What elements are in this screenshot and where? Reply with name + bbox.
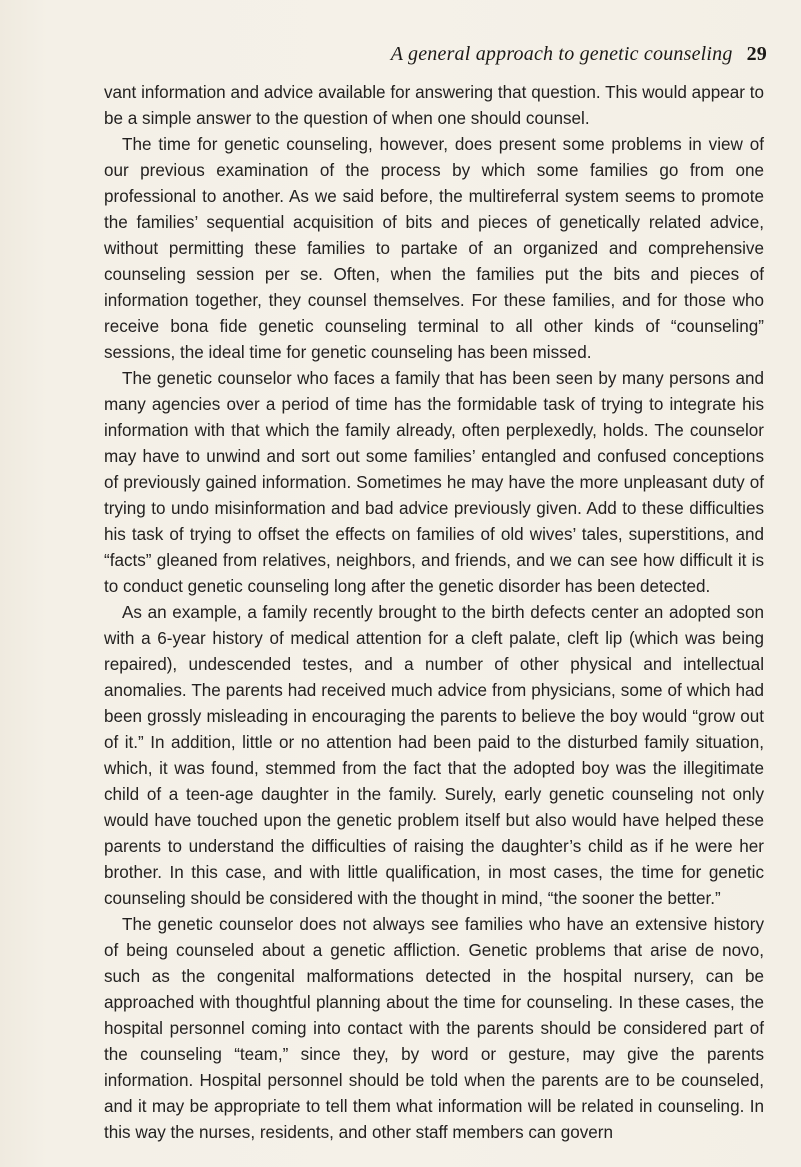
running-head: [391, 43, 767, 66]
running-head-title: A general approach to genetic counseling: [390, 43, 733, 65]
paragraph-example: As an example, a family recently brought to the birth defects center an adopted son with a 6-year history of medical attention for a cleft palate, cleft lip (which was being repaired), undescended testes, and a number of other physical and intellectual anomalies. The parents had received much advice from physicians, some of which had been grossly misleading in encouraging the parents to believe the boy would “grow out of it.” In addition, little or no attention had been paid to the disturbed family situation, which, it was found, stemmed from the fact that the adopted boy was the illegitimate child of a teen-age daughter in the family. Surely, early genetic counseling not only would have touched upon the genetic problem itself but also would have helped these parents to understand the difficulties of raising the daughter’s child as if he were her brother. In this case, and with little qualification, in most cases, the time for genetic counseling should be considered with the thought in mind, “the sooner the better.”: [104, 603, 764, 908]
paragraph-time-for-counseling: The time for genetic counseling, however, does present some problems in view of our previous examination of the process by which some families go from one professional to another. As we said before, the multireferral system seems to promote the families’ sequential acquisition of bits and pieces of genetically related advice, without permitting these families to partake of an organized and comprehensive counseling session per se. Often, when the families put the bits and pieces of information together, they counsel themselves. For these families, and for those who receive bona fide genetic counseling terminal to all other kinds of “counseling” sessions, the ideal time for genetic counseling has been missed.: [104, 135, 764, 362]
paragraph-counselor-task: The genetic counselor who faces a family that has been seen by many persons and many agencies over a period of time has the formidable task of trying to integrate his information with that which the family already, often perplexedly, holds. The counselor may have to unwind and sort out some families’ entangled and confused conceptions of previously gained information. Sometimes he may have the more unpleasant duty of trying to undo misinformation and bad advice previously given. Add to these difficulties his task of trying to offset the effects on families of old wives’ tales, superstitions, and “facts” gleaned from relatives, neighbors, and friends, and we can see how difficult it is to conduct genetic counseling long after the genetic disorder has been detected.: [104, 369, 764, 596]
paragraph-continued: vant information and advice available for answering that question. This would appear to be a simple answer to the question of when one should counsel.: [104, 83, 764, 128]
paragraph-de-novo: The genetic counselor does not always see families who have an extensive history of being counseled about a genetic affliction. Genetic problems that arise de novo, such as the congenital malformations detected in the hospital nursery, can be approached with thoughtful planning about the time for counseling. In these cases, the hospital personnel coming into contact with the parents should be considered part of the counseling “team,” since they, by word or gesture, may give the parents information. Hospital personnel should be told when the parents are to be counseled, and it may be appropriate to tell them what information will be related in counseling. In this way the nurses, residents, and other staff members can govern: [104, 915, 764, 1142]
page-number: 29: [746, 43, 767, 65]
body-text: [104, 80, 764, 1146]
